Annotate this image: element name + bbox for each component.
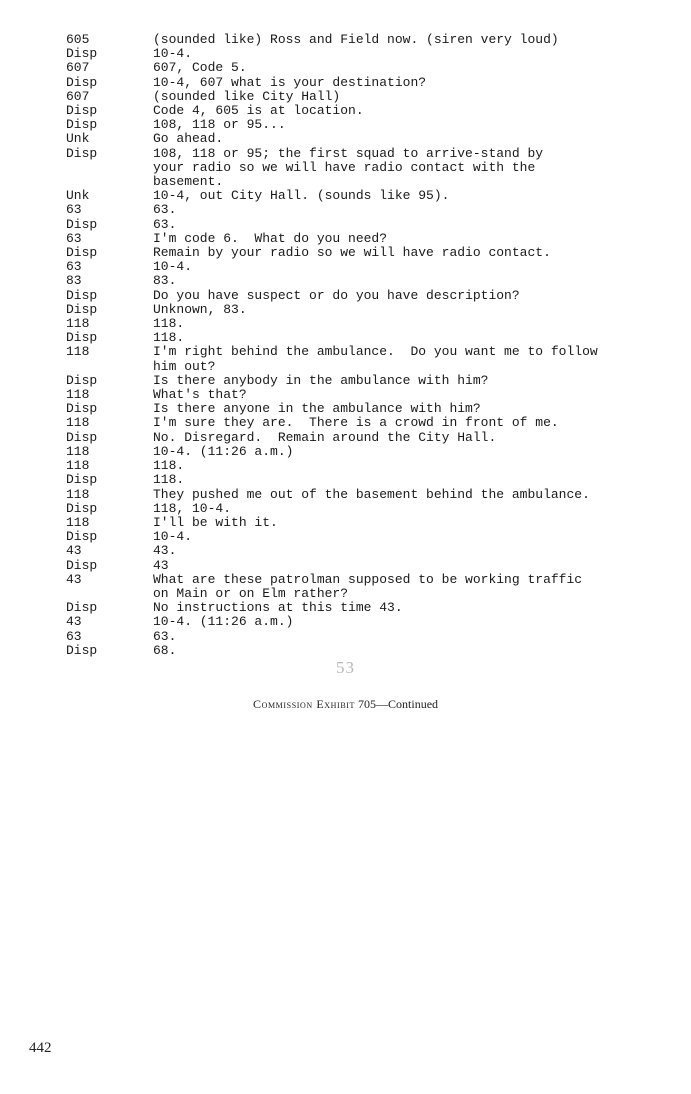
speaker-label: 118 — [66, 387, 90, 403]
speaker-label: Disp — [66, 287, 98, 303]
exhibit-caption — [0, 697, 691, 712]
message-text: No instructions at this time 43. — [153, 600, 403, 616]
speaker-label: 63 — [66, 628, 82, 644]
transcript-entry — [66, 90, 656, 104]
transcript-entry — [66, 189, 656, 203]
speaker-label: 118 — [66, 486, 90, 502]
speaker-label: Disp — [66, 500, 98, 516]
faint-page-mark: 53 — [336, 658, 355, 677]
transcript-entry — [66, 260, 656, 274]
speaker-label: Disp — [66, 472, 98, 488]
message-text: 43 — [153, 557, 169, 573]
transcript-entry — [66, 559, 656, 573]
speaker-label: 43 — [66, 571, 82, 587]
message-text: I'll be with it. — [153, 514, 278, 530]
speaker-label: Disp — [66, 145, 98, 161]
transcript-entry — [66, 416, 656, 430]
transcript-entry — [66, 374, 656, 388]
message-text: 43. — [153, 543, 177, 559]
speaker-label: Disp — [66, 529, 98, 545]
transcript-entry — [66, 459, 656, 473]
speaker-label: 118 — [66, 514, 90, 530]
transcript-entry — [66, 388, 656, 402]
speaker-label: Unk — [66, 188, 90, 204]
speaker-label: 63 — [66, 259, 82, 275]
message-text: 68. — [153, 642, 177, 658]
transcript-entry — [66, 431, 656, 445]
message-text: 108, 118 or 95... — [153, 117, 286, 133]
message-text: They pushed me out of the basement behind the ambulance. — [153, 486, 590, 502]
speaker-label: 118 — [66, 443, 90, 459]
transcript-entry — [66, 502, 656, 516]
message-text: (sounded like City Hall) — [153, 88, 341, 104]
speaker-label: Disp — [66, 103, 98, 119]
caption-number: 705 — [358, 697, 377, 711]
transcript-entry — [66, 203, 656, 217]
speaker-label: Disp — [66, 216, 98, 232]
message-text: Is there anyone in the ambulance with him? — [153, 401, 481, 417]
message-text: Unknown, 83. — [153, 301, 247, 317]
transcript-entry — [66, 530, 656, 544]
transcript-entry — [66, 317, 656, 331]
message-text: I'm right behind the ambulance. Do you want me to follow him out? — [153, 344, 598, 374]
message-text: 118. — [153, 472, 185, 488]
message-text: 10-4. — [153, 259, 193, 275]
speaker-label: 118 — [66, 415, 90, 431]
message-text: 10-4. (11:26 a.m.) — [153, 614, 294, 630]
message-text: I'm code 6. What do you need? — [153, 230, 388, 246]
transcript-entry — [66, 132, 656, 146]
message-text: 10-4. — [153, 46, 193, 62]
message-text: 63. — [153, 202, 177, 218]
message-text: (sounded like) Ross and Field now. (siren very loud) — [153, 32, 559, 47]
transcript-entry — [66, 615, 656, 629]
transcript-entry — [66, 644, 656, 658]
message-text: 63. — [153, 628, 177, 644]
transcript-entry — [66, 573, 656, 601]
speaker-label: 118 — [66, 344, 90, 360]
speaker-label: 43 — [66, 614, 82, 630]
speaker-label: 605 — [66, 32, 90, 47]
caption-suffix: —Continued — [376, 697, 439, 711]
transcript-entry — [66, 544, 656, 558]
message-text: Do you have suspect or do you have description? — [153, 287, 520, 303]
message-text: Remain by your radio so we will have radio contact. — [153, 245, 551, 261]
speaker-label: Disp — [66, 429, 98, 445]
speaker-label: 118 — [66, 316, 90, 332]
message-text: No. Disregard. Remain around the City Hall. — [153, 429, 497, 445]
transcript-entry — [66, 289, 656, 303]
speaker-label: 607 — [66, 60, 90, 76]
speaker-label: 63 — [66, 230, 82, 246]
message-text: What's that? — [153, 387, 247, 403]
speaker-label: Disp — [66, 301, 98, 317]
message-text: I'm sure they are. There is a crowd in front of me. — [153, 415, 559, 431]
speaker-label: Disp — [66, 401, 98, 417]
message-text: Go ahead. — [153, 131, 224, 147]
speaker-label: Disp — [66, 600, 98, 616]
transcript-entry — [66, 232, 656, 246]
message-text: 10-4, 607 what is your destination? — [153, 74, 427, 90]
transcript-entry — [66, 331, 656, 345]
transcript-entry — [66, 274, 656, 288]
message-text: 118. — [153, 458, 185, 474]
radio-transcript — [66, 33, 656, 658]
message-text: 63. — [153, 216, 177, 232]
transcript-entry — [66, 345, 656, 373]
message-text: 607, Code 5. — [153, 60, 247, 76]
transcript-entry — [66, 147, 656, 190]
speaker-label: Disp — [66, 372, 98, 388]
message-text: 10-4, out City Hall. (sounds like 95). — [153, 188, 450, 204]
speaker-label: 83 — [66, 273, 82, 289]
message-text: Code 4, 605 is at location. — [153, 103, 364, 119]
speaker-label: Unk — [66, 131, 90, 147]
message-text: 118, 10-4. — [153, 500, 232, 516]
message-text: 108, 118 or 95; the first squad to arrive-stand by your radio so we will have radio contact with the basement. — [153, 145, 544, 190]
page-number: 442 — [29, 1040, 52, 1056]
transcript-entry — [66, 601, 656, 615]
transcript-entry — [66, 445, 656, 459]
speaker-label: 607 — [66, 88, 90, 104]
message-text: 118. — [153, 330, 185, 346]
message-text: 83. — [153, 273, 177, 289]
speaker-label: Disp — [66, 46, 98, 62]
caption-prefix: Commission Exhibit — [252, 697, 356, 711]
transcript-entry — [66, 104, 656, 118]
transcript-entry — [66, 630, 656, 644]
speaker-label: Disp — [66, 74, 98, 90]
transcript-entry — [66, 61, 656, 75]
transcript-entry — [66, 516, 656, 530]
message-text: Is there anybody in the ambulance with him? — [153, 372, 489, 388]
transcript-entry — [66, 218, 656, 232]
speaker-label: Disp — [66, 330, 98, 346]
speaker-label: 118 — [66, 458, 90, 474]
speaker-label: Disp — [66, 117, 98, 133]
speaker-label: Disp — [66, 557, 98, 573]
transcript-entry — [66, 402, 656, 416]
transcript-entry — [66, 47, 656, 61]
transcript-entry — [66, 473, 656, 487]
transcript-entry — [66, 488, 656, 502]
transcript-entry — [66, 246, 656, 260]
message-text: What are these patrolman supposed to be working traffic on Main or on Elm rather? — [153, 571, 583, 601]
transcript-entry — [66, 118, 656, 132]
transcript-entry — [66, 303, 656, 317]
speaker-label: Disp — [66, 642, 98, 658]
transcript-entry — [66, 76, 656, 90]
speaker-label: 63 — [66, 202, 82, 218]
transcript-entry — [66, 33, 656, 47]
message-text: 118. — [153, 316, 185, 332]
message-text: 10-4. (11:26 a.m.) — [153, 443, 294, 459]
message-text: 10-4. — [153, 529, 193, 545]
speaker-label: 43 — [66, 543, 82, 559]
speaker-label: Disp — [66, 245, 98, 261]
